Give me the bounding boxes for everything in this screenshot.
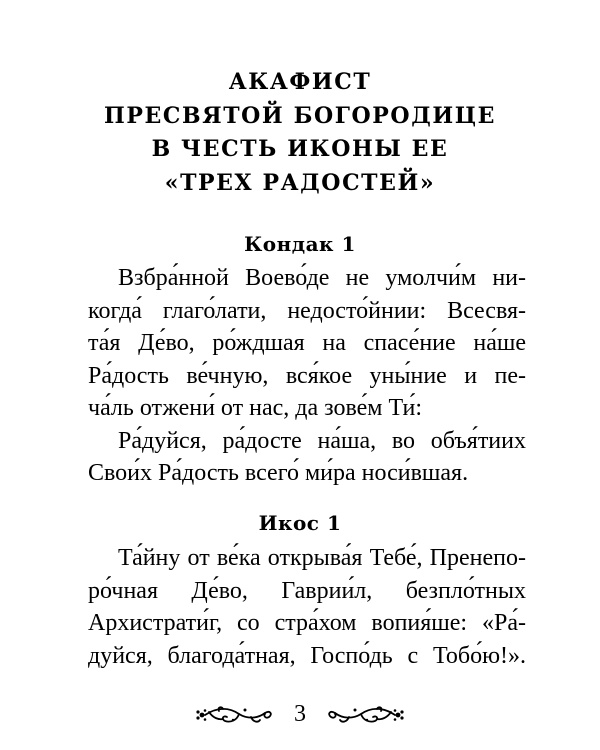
akathist-title — [0, 66, 600, 200]
ikos-heading: Икос 1 — [258, 511, 342, 535]
floral-scroll-ornament-icon — [325, 704, 405, 726]
text-line: Свои́х Ра́дость всего́ ми́ра носи́вшая. — [88, 460, 469, 486]
text-line: ро́чная Де́во, Гаврии́л, безпло́тных — [88, 577, 526, 604]
title-line: В ЧЕСТЬ ИКОНЫ ЕЕ — [151, 136, 449, 162]
page-number: 3 — [294, 701, 306, 727]
text-line: Архистрати́г, со стра́хом вопия́ше: «Ра́- — [88, 610, 526, 636]
text-line: дуйся, благода́тная, Госпо́дь с Тобо́ю!». — [88, 642, 526, 669]
title-line: «ТРЕХ РАДОСТЕЙ» — [164, 169, 436, 196]
ikos-text — [88, 542, 526, 672]
text-line: та́я Де́во, ро́ждшая на спасе́ние на́ше — [88, 330, 526, 356]
kondak-text — [88, 262, 526, 490]
floral-scroll-ornament-icon — [195, 704, 275, 726]
title-line: АКАФИСТ — [228, 69, 372, 95]
kondak-heading: Кондак 1 — [244, 232, 356, 256]
page-footer — [0, 700, 600, 740]
title-line: ПРЕСВЯТОЙ БОГОРОДИЦЕ — [104, 102, 496, 129]
text-line: Та́йну от ве́ка открыва́я Тебе́, Пренепо- — [118, 545, 526, 571]
text-line: ча́ль отжени́ от нас, да зове́м Ти́: — [88, 395, 423, 421]
text-line: Ра́дуйся, ра́досте на́ша, во объя́тиих — [118, 427, 526, 454]
text-line: Взбра́нной Воево́де не умолчи́м ни- — [118, 265, 526, 291]
text-line: Ра́дость ве́чную, вся́кое уны́ние и пе- — [88, 362, 526, 389]
text-line: когда́ глаго́лати, недосто́йнии: Всесвя- — [88, 297, 526, 324]
